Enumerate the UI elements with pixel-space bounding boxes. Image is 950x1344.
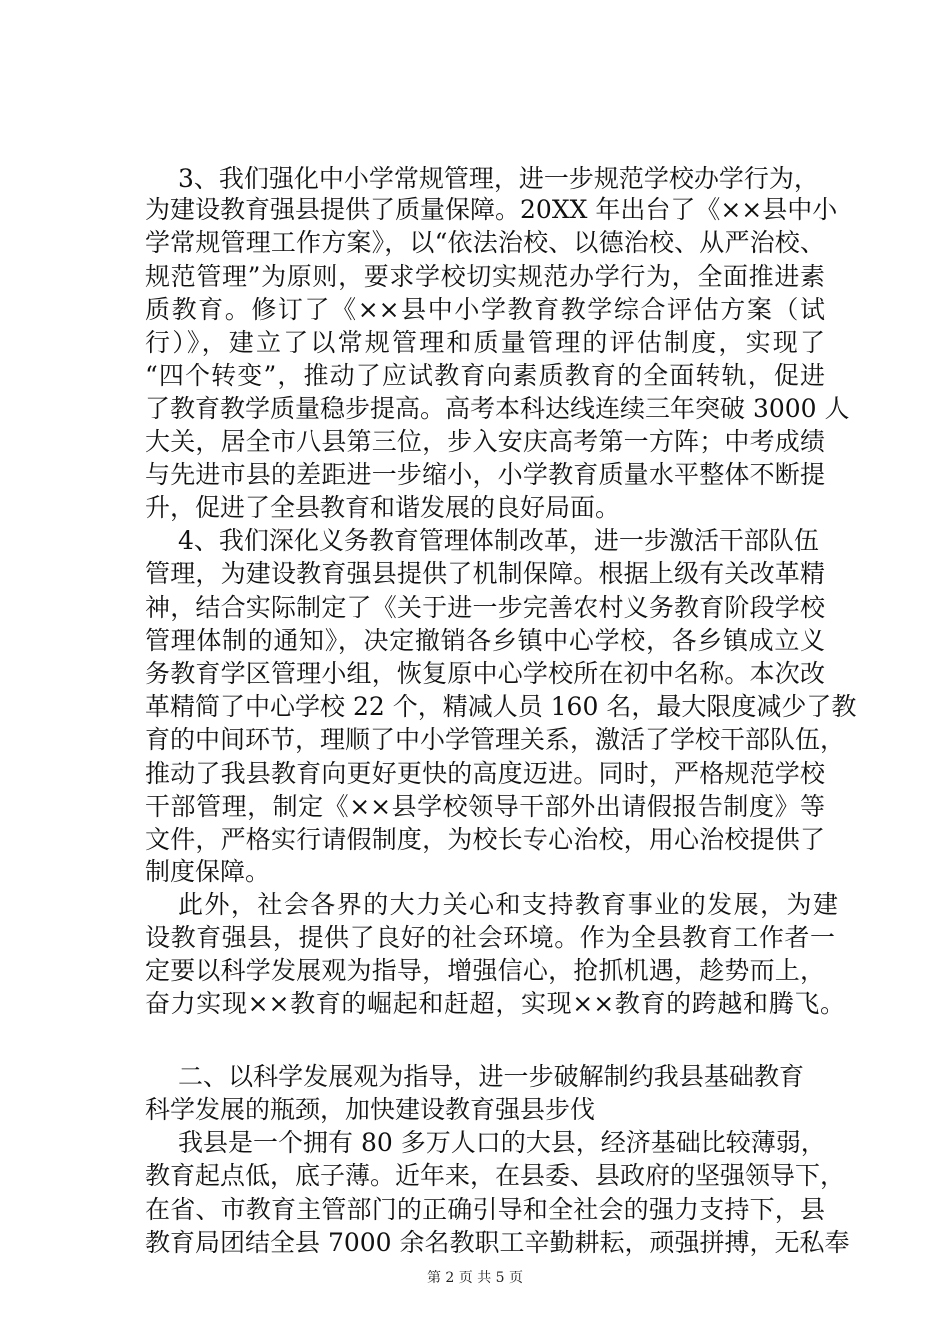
text-line: 我县是一个拥有 80 多万人口的大县，经济基础比较薄弱， — [178, 1128, 826, 1157]
text-line: 质教育。修订了《××县中小学教育教学综合评估方案（试 — [145, 295, 825, 324]
text-line: 4、我们深化义务教育管理体制改革，进一步激活干部队伍 — [178, 526, 819, 555]
text-line: 文件，严格实行请假制度，为校长专心治校，用心治校提供了 — [145, 825, 825, 854]
text-line: 设教育强县，提供了良好的社会环境。作为全县教育工作者一 — [145, 923, 835, 952]
text-line: 教育局团结全县 7000 余名教职工辛勤耕耘，顽强拼搏，无私奉 — [145, 1228, 850, 1257]
text-line: 推动了我县教育向更好更快的高度迈进。同时，严格规范学校 — [145, 759, 825, 788]
text-line: 二、以科学发展观为指导，进一步破解制约我县基础教育 — [178, 1062, 804, 1091]
text-line: 升，促进了全县教育和谐发展的良好局面。 — [145, 493, 621, 522]
text-line: 与先进市县的差距进一步缩小，小学教育质量水平整体不断提 — [145, 460, 825, 489]
text-line: 管理，为建设教育强县提供了机制保障。根据上级有关改革精 — [145, 559, 825, 588]
text-line: 科学发展的瓶颈，加快建设教育强县步伐 — [145, 1095, 596, 1124]
text-line: 规范管理”为原则，要求学校切实规范办学行为，全面推进素 — [145, 262, 825, 291]
text-line: 学常规管理工作方案》，以“依法治校、以德治校、从严治校、 — [145, 228, 825, 257]
text-line: 此外，社会各界的大力关心和支持教育事业的发展，为建 — [178, 890, 838, 919]
text-line: 行）》，建立了以常规管理和质量管理的评估制度，实现了 — [145, 328, 825, 357]
text-line: 神，结合实际制定了《关于进一步完善农村义务教育阶段学校 — [145, 593, 825, 622]
text-line: 革精简了中心学校 22 个，精减人员 160 名，最大限度减少了教 — [145, 692, 857, 721]
text-line: 在省、市教育主管部门的正确引导和全社会的强力支持下，县 — [145, 1195, 825, 1224]
text-line: 定要以科学发展观为指导，增强信心，抢抓机遇，趁势而上， — [145, 956, 825, 985]
text-line: “四个转变”，推动了应试教育向素质教育的全面转轨，促进 — [145, 361, 825, 390]
text-line: 干部管理，制定《××县学校领导干部外出请假报告制度》等 — [145, 792, 825, 821]
text-line: 了教育教学质量稳步提高。高考本科达线连续三年突破 3000 人 — [145, 394, 850, 423]
text-line: 育的中间环节，理顺了中小学管理关系，激活了学校干部队伍， — [145, 725, 846, 754]
text-line: 3、我们强化中小学常规管理，进一步规范学校办学行为， — [178, 164, 819, 193]
text-line: 管理体制的通知》，决定撤销各乡镇中心学校，各乡镇成立义 — [145, 626, 825, 655]
text-line: 务教育学区管理小组，恢复原中心学校所在初中名称。本次改 — [145, 659, 825, 688]
page-footer: 第 2 页 共 5 页 — [426, 1270, 524, 1286]
text-line: 大关，居全市八县第三位，步入安庆高考第一方阵；中考成绩 — [145, 427, 825, 456]
text-line: 奋力实现××教育的崛起和赶超，实现××教育的跨越和腾飞。 — [145, 989, 845, 1018]
text-line: 为建设教育强县提供了质量保障。20XX 年出台了《××县中小 — [145, 195, 838, 224]
text-line: 教育起点低，底子薄。近年来，在县委、县政府的坚强领导下， — [145, 1161, 846, 1190]
text-line: 制度保障。 — [145, 857, 271, 886]
